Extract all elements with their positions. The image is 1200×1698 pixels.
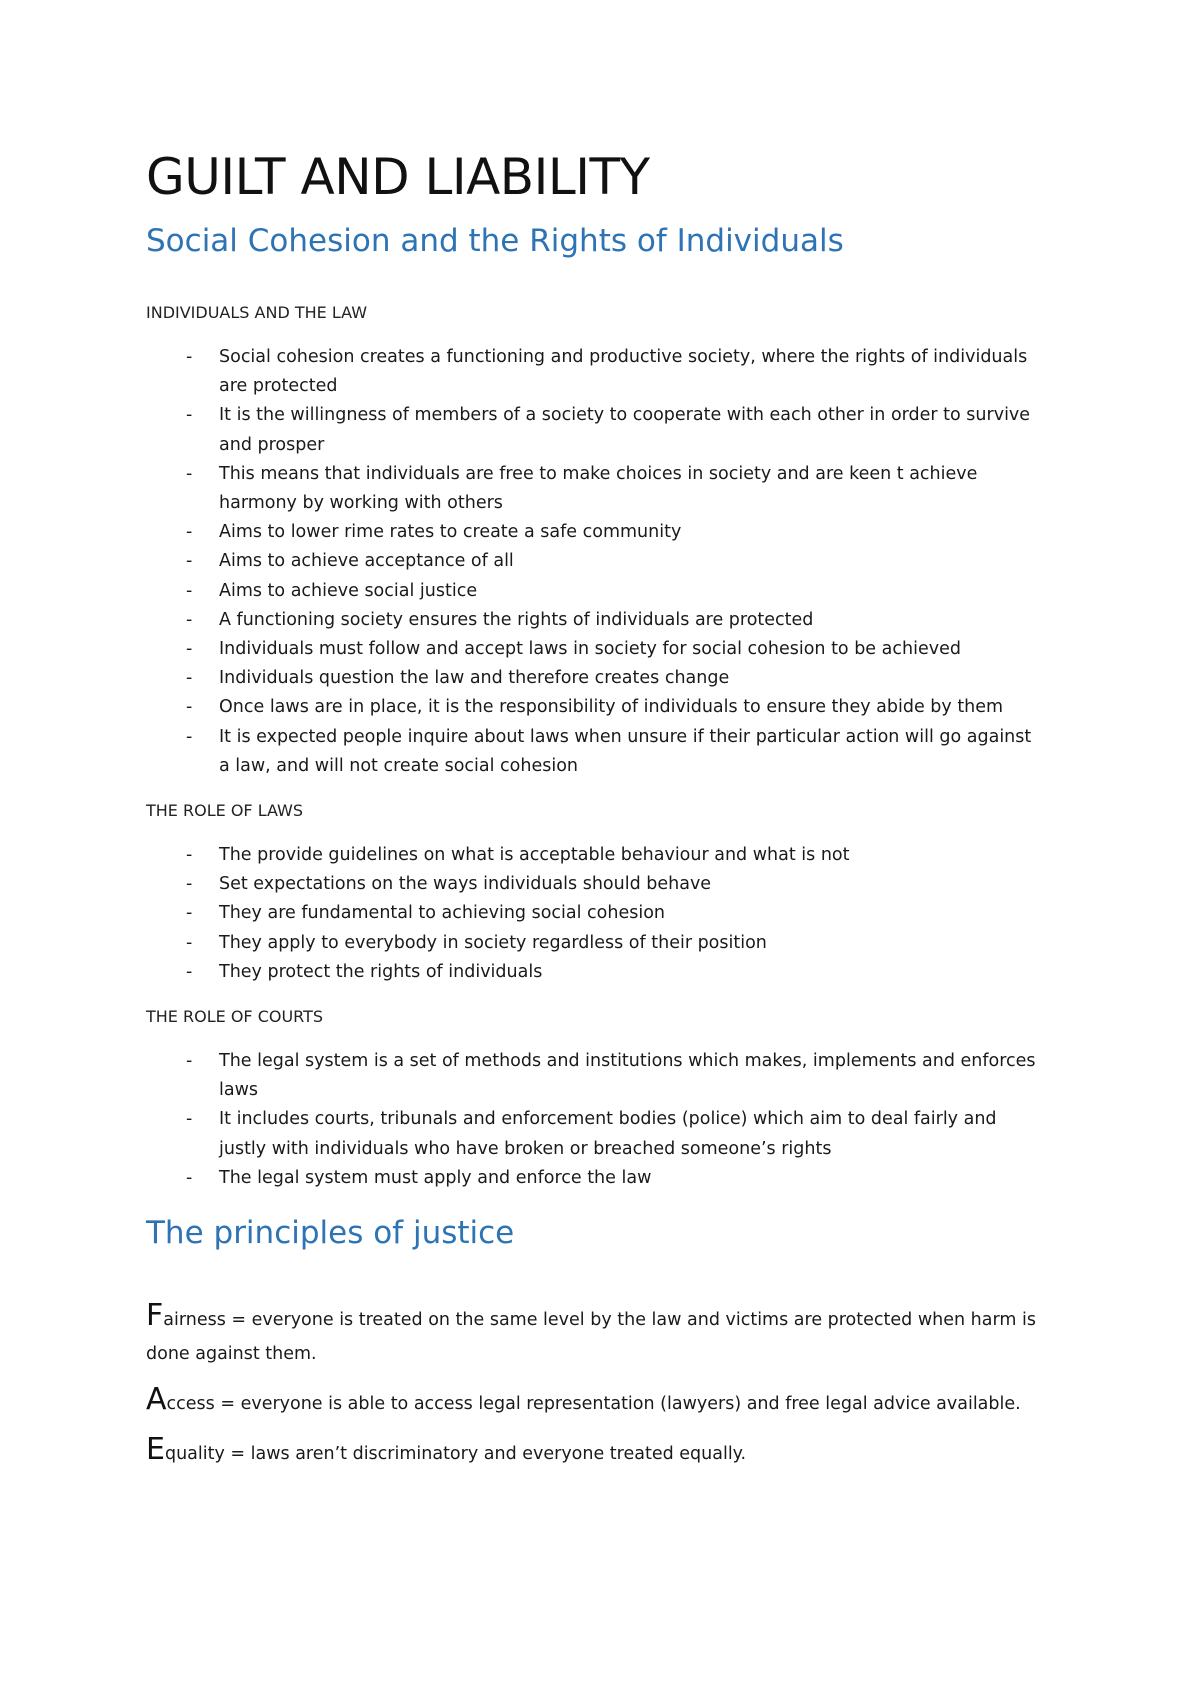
list-item xyxy=(146,664,1066,693)
dash-marker: - xyxy=(186,932,193,953)
principle-fairness xyxy=(146,1298,1066,1371)
principle-equality xyxy=(146,1432,1066,1471)
principle-initial: F xyxy=(146,1298,164,1334)
list-item-text: Aims to achieve acceptance of all xyxy=(219,551,514,572)
list-item-text: They are fundamental to achieving social cohesion xyxy=(219,903,666,924)
list-item-text: are protected xyxy=(219,376,338,397)
list-item-text: They protect the rights of individuals xyxy=(219,961,543,982)
list-item-text: laws xyxy=(219,1080,259,1101)
dash-marker: - xyxy=(186,580,193,601)
list-item-text: This means that individuals are free to make choices in society and are keen t achieve xyxy=(219,463,978,484)
dash-marker: - xyxy=(186,726,193,747)
list-item xyxy=(146,1164,1066,1193)
dash-marker: - xyxy=(186,668,193,689)
list-item xyxy=(146,1105,1066,1163)
principle-initial: A xyxy=(146,1382,167,1418)
dash-marker: - xyxy=(186,463,193,484)
list-item-text: They apply to everybody in society regardless of their position xyxy=(219,932,767,953)
dash-marker: - xyxy=(186,903,193,924)
list-item xyxy=(146,870,1066,899)
list-item-text: and prosper xyxy=(219,434,325,455)
principle-initial: E xyxy=(146,1432,165,1468)
list-item-text: Aims to achieve social justice xyxy=(219,580,478,601)
dash-marker: - xyxy=(186,874,193,895)
dash-marker: - xyxy=(186,609,193,630)
document-page xyxy=(146,148,1066,1485)
list-item-text: A functioning society ensures the rights of individuals are protected xyxy=(219,609,814,630)
list-role-of-laws xyxy=(146,841,1066,987)
list-item-text: Set expectations on the ways individuals should behave xyxy=(219,874,712,895)
dash-marker: - xyxy=(186,1167,193,1188)
list-item xyxy=(146,460,1066,518)
list-item xyxy=(146,899,1066,928)
list-item-text: Aims to lower rime rates to create a safe community xyxy=(219,522,682,543)
list-item-text: The legal system must apply and enforce the law xyxy=(219,1167,652,1188)
section-heading-role-of-courts: THE ROLE OF COURTS xyxy=(146,1007,324,1027)
dash-marker: - xyxy=(186,405,193,426)
principle-text: ccess = everyone is able to access legal representation (lawyers) and free legal advice available. xyxy=(166,1394,1021,1415)
dash-marker: - xyxy=(186,639,193,660)
document-subtitle: Social Cohesion and the Rights of Individuals xyxy=(146,223,844,259)
list-item-text: justly with individuals who have broken or breached someone’s rights xyxy=(219,1138,832,1159)
list-item-text: Once laws are in place, it is the responsibility of individuals to ensure they abide by them xyxy=(219,697,1004,718)
principle-text: airness = everyone is treated on the same level by the law and victims are protected when harm is done against them. xyxy=(146,1310,1036,1365)
list-item xyxy=(146,723,1066,781)
list-item-text: It is expected people inquire about laws when unsure if their particular action will go against xyxy=(219,726,1032,747)
list-item-text: Social cohesion creates a functioning and productive society, where the rights of individuals xyxy=(219,347,1028,367)
list-item xyxy=(146,518,1066,547)
dash-marker: - xyxy=(186,1109,193,1130)
principle-access xyxy=(146,1382,1066,1421)
dash-marker: - xyxy=(186,347,193,367)
principle-text: quality = laws aren’t discriminatory and everyone treated equally. xyxy=(164,1444,747,1465)
list-item xyxy=(146,547,1066,576)
list-item xyxy=(146,958,1066,987)
dash-marker: - xyxy=(186,961,193,982)
document-title: GUILT AND LIABILITY xyxy=(146,148,650,206)
list-item xyxy=(146,929,1066,958)
dash-marker: - xyxy=(186,697,193,718)
list-item xyxy=(146,577,1066,606)
list-role-of-courts xyxy=(146,1047,1066,1193)
list-item xyxy=(146,693,1066,722)
list-item xyxy=(146,401,1066,459)
dash-marker: - xyxy=(186,1051,193,1072)
list-item-text: a law, and will not create social cohesion xyxy=(219,755,579,776)
principles-heading: The principles of justice xyxy=(146,1215,515,1252)
list-item-text: The legal system is a set of methods and institutions which makes, implements and enforces xyxy=(219,1051,1036,1072)
list-item-text: The provide guidelines on what is acceptable behaviour and what is not xyxy=(219,845,850,866)
list-item xyxy=(146,841,1066,870)
list-item-text: Individuals question the law and therefore creates change xyxy=(219,668,730,689)
list-item xyxy=(146,1047,1066,1105)
list-individuals-law xyxy=(146,343,1066,781)
list-item-text: It is the willingness of members of a society to cooperate with each other in order to survive xyxy=(219,405,1031,426)
list-item xyxy=(146,635,1066,664)
section-heading-role-of-laws: THE ROLE OF LAWS xyxy=(146,801,304,821)
list-item-text: Individuals must follow and accept laws in society for social cohesion to be achieved xyxy=(219,639,961,660)
dash-marker: - xyxy=(186,845,193,866)
list-item-text: harmony by working with others xyxy=(219,493,503,514)
list-item xyxy=(146,343,1066,401)
section-heading-individuals-law: INDIVIDUALS AND THE LAW xyxy=(146,303,368,322)
dash-marker: - xyxy=(186,551,193,572)
list-item xyxy=(146,606,1066,635)
list-item-text: It includes courts, tribunals and enforcement bodies (police) which aim to deal fairly and xyxy=(219,1109,997,1130)
dash-marker: - xyxy=(186,522,193,543)
